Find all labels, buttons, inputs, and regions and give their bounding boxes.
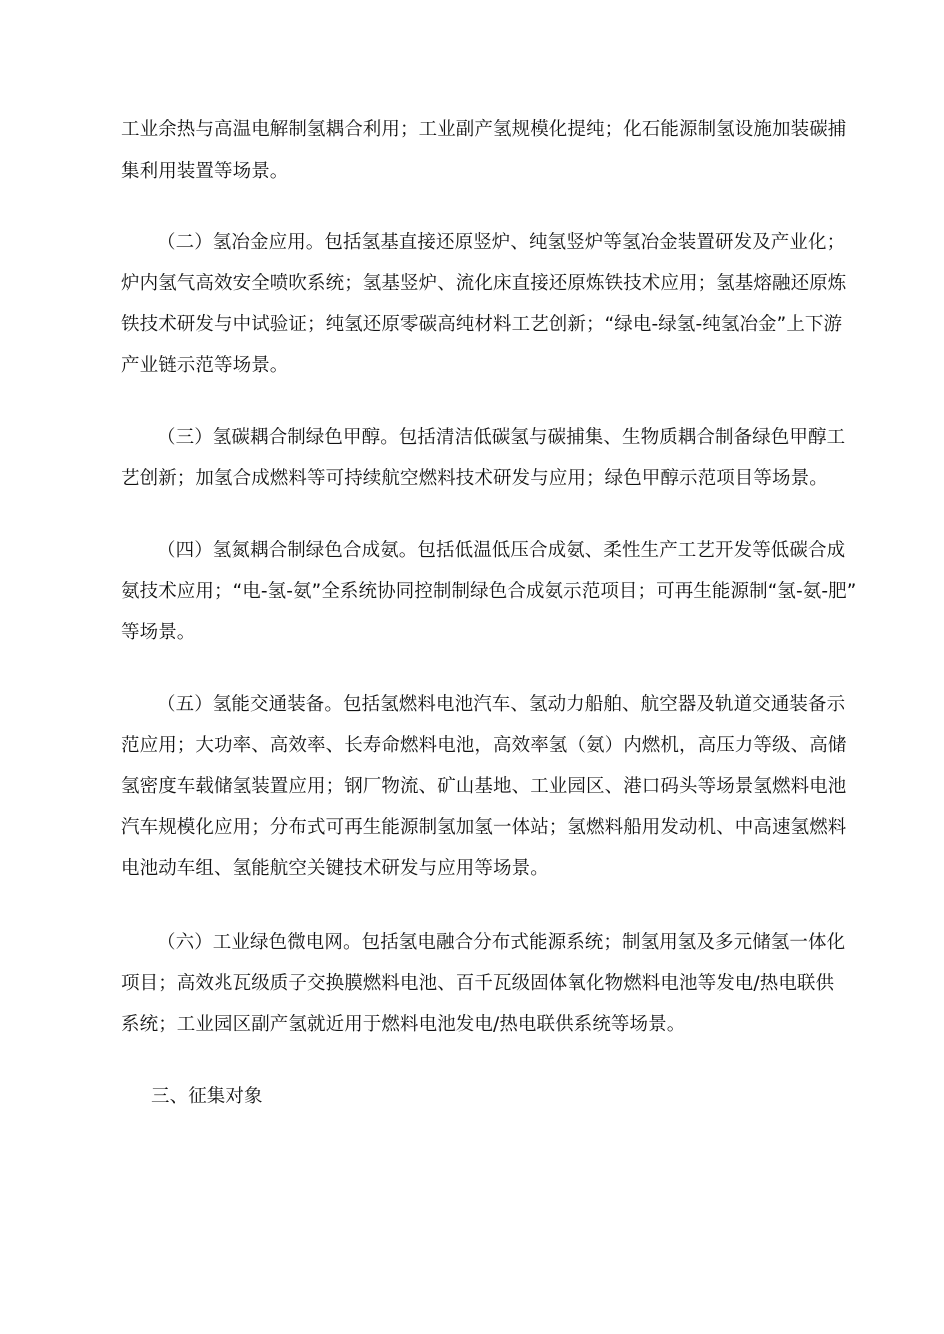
paragraph-line: 集利用装置等场景。 — [121, 161, 289, 182]
paragraph-line: 等场景。 — [121, 622, 196, 643]
paragraph-line: 系统；工业园区副产氢就近用于燃料电池发电/热电联供系统等场景。 — [121, 1014, 686, 1035]
paragraph-line: 电池动车组、氢能航空关键技术研发与应用等场景。 — [121, 858, 549, 879]
paragraph-line: （三）氢碳耦合制绿色甲醇。包括清洁低碳氢与碳捕集、生物质耦合制备绿色甲醇工 — [157, 427, 846, 448]
paragraph-line: （二）氢冶金应用。包括氢基直接还原竖炉、纯氢竖炉等氢冶金装置研发及产业化； — [157, 232, 846, 253]
paragraph-line: 铁技术研发与中试验证；纯氢还原零碳高纯材料工艺创新；“绿电-绿氢-纯氢冶金”上下游 — [121, 314, 843, 335]
section-heading: 三、征集对象 — [151, 1086, 263, 1107]
paragraph-line: 工业余热与高温电解制氢耦合利用；工业副产氢规模化提纯；化石能源制氢设施加装碳捕 — [121, 119, 847, 140]
paragraph-line: 氢密度车载储氢装置应用；钢厂物流、矿山基地、工业园区、港口码头等场景氢燃料电池 — [121, 776, 847, 797]
paragraph-line: 范应用；大功率、高效率、长寿命燃料电池，高效率氢（氨）内燃机，高压力等级、高储 — [121, 735, 847, 756]
paragraph-line: 炉内氢气高效安全喷吹系统；氢基竖炉、流化床直接还原炼铁技术应用；氢基熔融还原炼 — [121, 273, 847, 294]
paragraph-line: 产业链示范等场景。 — [121, 355, 289, 376]
paragraph-line: （四）氢氮耦合制绿色合成氨。包括低温低压合成氨、柔性生产工艺开发等低碳合成 — [157, 540, 846, 561]
paragraph-line: （六）工业绿色微电网。包括氢电融合分布式能源系统；制氢用氢及多元储氢一体化 — [157, 932, 846, 953]
paragraph-line: 氨技术应用；“电-氢-氨”全系统协同控制制绿色合成氨示范项目；可再生能源制“氢-氨-肥” — [121, 581, 857, 602]
paragraph-line: 汽车规模化应用；分布式可再生能源制氢加氢一体站；氢燃料船用发动机、中高速氢燃料 — [121, 817, 847, 838]
paragraph-line: 项目；高效兆瓦级质子交换膜燃料电池、百千瓦级固体氧化物燃料电池等发电/热电联供 — [121, 973, 835, 994]
paragraph-line: （五）氢能交通装备。包括氢燃料电池汽车、氢动力船舶、航空器及轨道交通装备示 — [157, 694, 846, 715]
paragraph-line: 艺创新；加氢合成燃料等可持续航空燃料技术研发与应用；绿色甲醇示范项目等场景。 — [121, 468, 828, 489]
